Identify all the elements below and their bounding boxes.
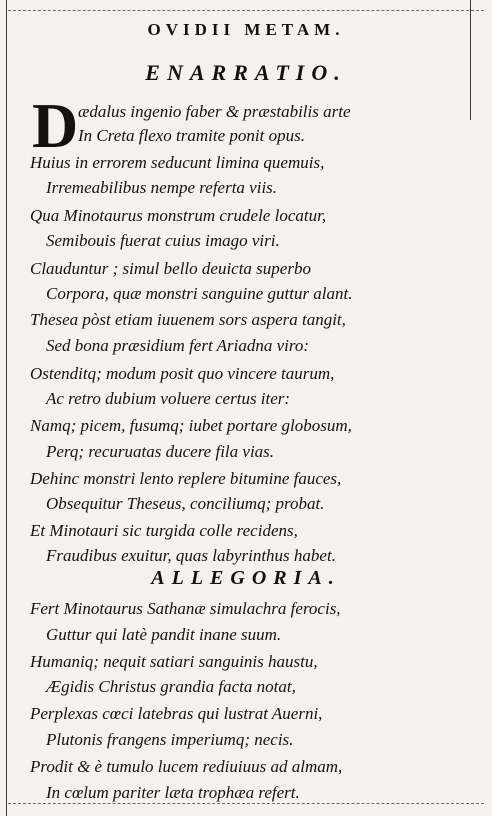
verse-line: In Creta flexo tramite ponit opus.: [78, 126, 305, 145]
verse-line: Clauduntur ; simul bello deuicta superbo: [30, 259, 311, 278]
top-rule: [8, 10, 484, 11]
verse-line: Sed bona præsidium fert Ariadna viro:: [46, 336, 310, 355]
section-title-allegoria: ALLEGORIA.: [151, 567, 341, 589]
verse-line: Thesea pòst etiam iuuenem sors aspera tangit,: [30, 310, 346, 329]
verse-line: Corpora, quæ monstri sanguine guttur alant.: [46, 284, 353, 303]
verse-line: Et Minotauri sic turgida colle recidens,: [30, 521, 298, 540]
section-title-enarratio: ENARRATIO.: [145, 60, 347, 85]
verse-line: Plutonis frangens imperiumq; necis.: [46, 730, 294, 749]
verse-line: Fert Minotaurus Sathanæ simulachra ferocis,: [30, 599, 341, 618]
verse-line: Ac retro dubium voluere certus iter:: [46, 389, 291, 408]
verse-line: Semibouis fuerat cuius imago viri.: [46, 231, 280, 250]
running-header: OVIDII METAM.: [147, 20, 345, 39]
left-margin-rule: [6, 0, 7, 816]
verse-line: Huius in errorem seducunt limina quemuis,: [30, 153, 325, 172]
bottom-rule: [8, 803, 484, 804]
verse-line: Ostenditq; modum posit quo vincere taurum,: [30, 364, 335, 383]
verse-line: Irremeabilibus nempe referta viis.: [46, 178, 278, 197]
verse-line: Dehinc monstri lento replere bitumine fauces,: [30, 469, 342, 488]
verse-line: Namq; picem, fusumq; iubet portare globosum,: [30, 416, 352, 435]
verse-line: Guttur qui latè pandit inane suum.: [46, 625, 282, 644]
verse-line: Ægidis Christus grandia facta notat,: [46, 677, 296, 696]
verse-line: Obsequitur Theseus, conciliumq; probat.: [46, 494, 325, 513]
verse-line: Perq; recuruatas ducere fila vias.: [46, 442, 275, 461]
drop-cap: D: [32, 90, 79, 161]
verse-line: Qua Minotaurus monstrum crudele locatur,: [30, 206, 327, 225]
verse-line: Prodit & è tumulo lucem rediuiuus ad almam,: [30, 757, 343, 776]
verse-line: Perplexas cœci latebras qui lustrat Auerni,: [30, 704, 323, 723]
verse-line: Humaniq; nequit satiari sanguinis haustu,: [30, 652, 318, 671]
verse-line: ædalus ingenio faber & præstabilis arte: [78, 102, 351, 121]
verse-line: Fraudibus exuitur, quas labyrinthus habet.: [46, 546, 336, 565]
verse-line: In cœlum pariter læta trophæa refert.: [46, 783, 300, 802]
